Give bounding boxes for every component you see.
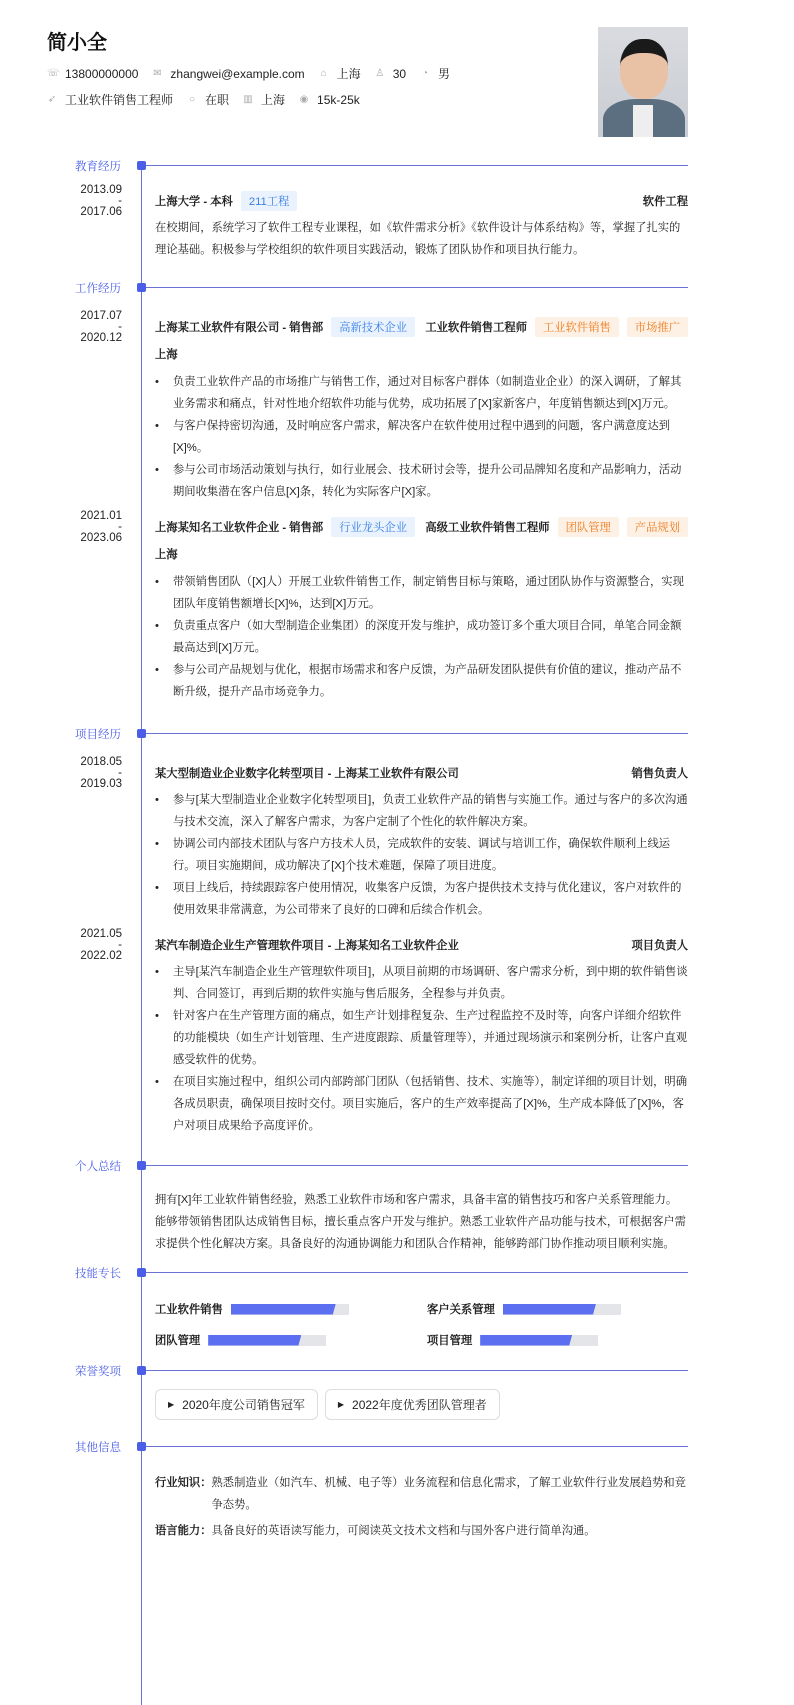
list-item: • 项目上线后，持续跟踪客户使用情况，收集客户反馈，为客户提供技术支持与优化建议，客户对软件的使用效果非常满意，为公司带来了良好的口碑和后续合作机会。: [155, 877, 688, 921]
skill-name: 团队管理: [155, 1335, 201, 1347]
school-tag: 211工程: [241, 191, 298, 211]
work-entry: [80, 310, 688, 503]
job-status: 在职: [205, 93, 230, 107]
other-value: 具备良好的英语读写能力，可阅读英文技术文档和与国外客户进行简单沟通。: [211, 1525, 596, 1537]
list-item: • 负责工业软件产品的市场推广与销售工作，通过对目标客户群体（如制造业企业）的深入调研，了解其业务需求和痛点，针对性地介绍软件功能与优势，成功拓展了[X]家新客户，年度销售额达到[X]万元。: [155, 371, 688, 415]
skill-item: [155, 1331, 427, 1349]
projects-section: [0, 729, 794, 1137]
email: zhangwei@example.com: [170, 66, 305, 81]
work-section: [0, 283, 794, 703]
building-icon: ▥: [243, 94, 253, 105]
divider: [146, 165, 688, 166]
other-section: [0, 1442, 794, 1542]
date-part: 2023.06: [80, 532, 122, 544]
age: 30: [392, 66, 407, 81]
company-tag: 行业龙头企业: [331, 517, 415, 537]
timeline-dot: [137, 1366, 146, 1375]
divider: [146, 1165, 688, 1166]
skill-name: 工业软件销售: [155, 1304, 223, 1316]
title-row: [155, 935, 688, 955]
list-item: • 与客户保持密切沟通，及时响应客户需求，解决客户在软件使用过程中遇到的问题，客户满意度达到[X]%。: [155, 415, 688, 459]
role-tag: 工业软件销售: [535, 317, 619, 337]
timeline-dot: [137, 1161, 146, 1170]
timeline-dot: [137, 161, 146, 170]
skill-item: [155, 1300, 427, 1318]
target-city: 上海: [261, 93, 286, 107]
project-entry: [80, 756, 688, 921]
project-title: 某大型制造业企业数字化转型项目 - 上海某工业软件有限公司: [155, 768, 459, 780]
date-part: -: [118, 521, 122, 533]
school: 上海大学 - 本科: [155, 196, 233, 208]
home-icon: ⌂: [320, 68, 327, 79]
work-entry: [80, 510, 688, 703]
other-label: 行业知识：: [155, 1477, 212, 1489]
bullet-list: [155, 961, 688, 1137]
date-part: -: [118, 321, 122, 333]
skill-bar-fill: [208, 1335, 301, 1346]
intent-row: [47, 91, 374, 108]
role: 工业软件销售工程师: [425, 322, 527, 334]
honor-label: 2022年度优秀团队管理者: [352, 1398, 487, 1412]
role-tag: 团队管理: [558, 517, 619, 537]
other-item: [155, 1520, 688, 1542]
date-range: [48, 929, 122, 962]
role-tag: 产品规划: [627, 517, 688, 537]
title-row: [155, 517, 688, 537]
timeline-dot: [137, 283, 146, 292]
section-title: 项目经历: [75, 729, 121, 741]
city: 上海: [336, 67, 361, 81]
date-range: [48, 511, 122, 544]
section-title: 教育经历: [75, 161, 121, 173]
skill-bar: [480, 1335, 598, 1346]
project-title: 某汽车制造企业生产管理软件项目 - 上海某知名工业软件企业: [155, 940, 459, 952]
skill-bar: [208, 1335, 326, 1346]
date-part: 2019.03: [80, 778, 122, 790]
skill-bar: [231, 1304, 349, 1315]
divider: [146, 1370, 688, 1371]
skill-bar-fill: [480, 1335, 572, 1346]
skill-bar: [503, 1304, 621, 1315]
honor-badge[interactable]: [155, 1389, 318, 1420]
list-item: • 带领销售团队（[X]人）开展工业软件销售工作，制定销售目标与策略，通过团队协作与资源整合，实现团队年度销售额增长[X]%，达到[X]万元。: [155, 571, 688, 615]
section-title: 荣誉奖项: [75, 1366, 121, 1378]
bullet-list: [155, 789, 688, 921]
education-section: [0, 161, 794, 261]
date-part: 2022.02: [80, 950, 122, 962]
role: 高级工业软件销售工程师: [425, 522, 550, 534]
date-part: 2020.12: [80, 332, 122, 344]
company-tag: 高新技术企业: [331, 317, 415, 337]
timeline-dot: [137, 1442, 146, 1451]
timeline-dot: [137, 729, 146, 738]
age-icon: ♙: [375, 68, 385, 79]
location: 上海: [155, 549, 178, 561]
project-role: 项目负责人: [631, 940, 688, 952]
skill-bar-fill: [503, 1304, 596, 1315]
job-intent: 工业软件销售工程师: [65, 93, 174, 107]
section-title: 工作经历: [75, 283, 121, 295]
summary-text: 拥有[X]年工业软件销售经验，熟悉工业软件市场和客户需求，具备丰富的销售技巧和客户关系管理能力。能够带领销售团队达成销售目标，擅长重点客户开发与维护。熟悉工业软件产品功能与技术，可根据客户需求提供个性化解决方案。具备良好的沟通协调能力和团队合作精神，能够跨部门协作推动项目顺利实施。: [155, 1194, 686, 1250]
list-item: • 针对客户在生产管理方面的痛点，如生产计划排程复杂、生产过程监控不及时等，向客户详细介绍软件的功能模块（如生产计划管理、生产进度跟踪、质量管理等），并通过现场演示和案例分析，让客户直观感受软件的优势。: [155, 1005, 688, 1071]
list-item: • 在项目实施过程中，组织公司内部跨部门团队（包括销售、技术、实施等），制定详细的项目计划，明确各成员职责，确保项目按时交付。项目实施后，客户的生产效率提高了[X]%，生产成本降低了[X]%，客户对项目成果给予高度评价。: [155, 1071, 688, 1137]
contact-row: [47, 65, 464, 82]
candidate-name: 简小全: [47, 32, 107, 54]
summary-section: [0, 1161, 794, 1255]
bullet-list: [155, 371, 688, 503]
gender-icon: ◔: [422, 68, 429, 79]
company: 上海某工业软件有限公司 - 销售部: [155, 322, 324, 334]
salary-icon: ◉: [299, 94, 309, 105]
section-title: 技能专长: [75, 1268, 121, 1280]
list-item: • 参与公司市场活动策划与执行，如行业展会、技术研讨会等，提升公司品牌知名度和产品影响力，活动期间收集潜在客户信息[X]条，转化为实际客户[X]家。: [155, 459, 688, 503]
date-part: 2017.07: [80, 310, 122, 322]
date-part: 2018.05: [80, 756, 122, 768]
honor-label: 2020年度公司销售冠军: [182, 1398, 305, 1412]
timeline-dot: [137, 1268, 146, 1277]
company: 上海某知名工业软件企业 - 销售部: [155, 522, 324, 534]
skill-bar-fill: [231, 1304, 336, 1315]
role-tag: 市场推广: [627, 317, 688, 337]
divider: [146, 1272, 688, 1273]
status-icon: ○: [188, 94, 196, 105]
salary: 15k-25k: [317, 92, 360, 107]
list-item: • 主导[某汽车制造企业生产管理软件项目]，从项目前期的市场调研、客户需求分析，到中期的软件销售谈判、合同签订，再到后期的软件实施与售后服务，全程参与并负责。: [155, 961, 688, 1005]
section-title: 个人总结: [75, 1161, 121, 1173]
education-entry: [80, 184, 688, 261]
honors-section: [0, 1366, 794, 1420]
phone: 13800000000: [65, 66, 139, 81]
other-label: 语言能力：: [155, 1525, 212, 1537]
project-role: 销售负责人: [631, 768, 688, 780]
divider: [146, 1446, 688, 1447]
send-icon: ➶: [47, 94, 57, 105]
date-part: -: [118, 767, 122, 779]
play-icon: ▶: [337, 1400, 345, 1409]
list-item: • 参与[某大型制造业企业数字化转型项目]，负责工业软件产品的销售与实施工作。通过与客户的多次沟通与技术交流，深入了解客户需求，为客户定制了个性化的软件解决方案。: [155, 789, 688, 833]
skill-name: 客户关系管理: [427, 1304, 495, 1316]
major: 软件工程: [642, 196, 688, 208]
divider: [146, 733, 688, 734]
location: 上海: [155, 349, 178, 361]
skill-item: [427, 1331, 687, 1349]
avatar-photo: [598, 27, 688, 137]
title-row: [155, 317, 688, 337]
date-part: 2021.01: [80, 510, 122, 522]
section-title: 其他信息: [75, 1442, 121, 1454]
play-icon: ▶: [168, 1400, 175, 1409]
skills-section: [0, 1268, 794, 1349]
list-item: • 协调公司内部技术团队与客户方技术人员，完成软件的安装、调试与培训工作，确保软件顺利上线运行。项目实施期间，成功解决了[X]个技术难题，保障了项目进度。: [155, 833, 688, 877]
other-item: [155, 1472, 688, 1516]
date-part: 2021.05: [80, 928, 122, 940]
list-item: • 参与公司产品规划与优化，根据市场需求和客户反馈，为产品研发团队提供有价值的建议，推动产品不断升级，提升产品市场竞争力。: [155, 659, 688, 703]
gender: 男: [438, 67, 451, 81]
honor-badge[interactable]: [325, 1389, 500, 1420]
skill-item: [427, 1300, 687, 1318]
title-row: [155, 763, 688, 783]
project-entry: [80, 928, 688, 1137]
mail-icon: ✉: [153, 68, 162, 79]
other-value: 熟悉制造业（如汽车、机械、电子等）业务流程和信息化需求，了解工业软件行业发展趋势和竞争态势。: [211, 1477, 686, 1511]
date-range: [48, 757, 122, 790]
divider: [146, 287, 688, 288]
date-range: 2013.09 - 2017.06: [80, 184, 122, 218]
bullet-list: [155, 571, 688, 703]
date-range: [48, 311, 122, 344]
date-part: -: [118, 939, 122, 951]
phone-icon: ☏: [47, 68, 60, 79]
skill-name: 项目管理: [427, 1335, 473, 1347]
education-desc: 在校期间，系统学习了软件工程专业课程，如《软件需求分析》《软件设计与体系结构》等，掌握了扎实的理论基础。积极参与学校组织的软件项目实践活动，锻炼了团队协作和项目执行能力。: [155, 222, 681, 256]
list-item: • 负责重点客户（如大型制造企业集团）的深度开发与维护，成功签订多个重大项目合同，单笔合同金额最高达到[X]万元。: [155, 615, 688, 659]
